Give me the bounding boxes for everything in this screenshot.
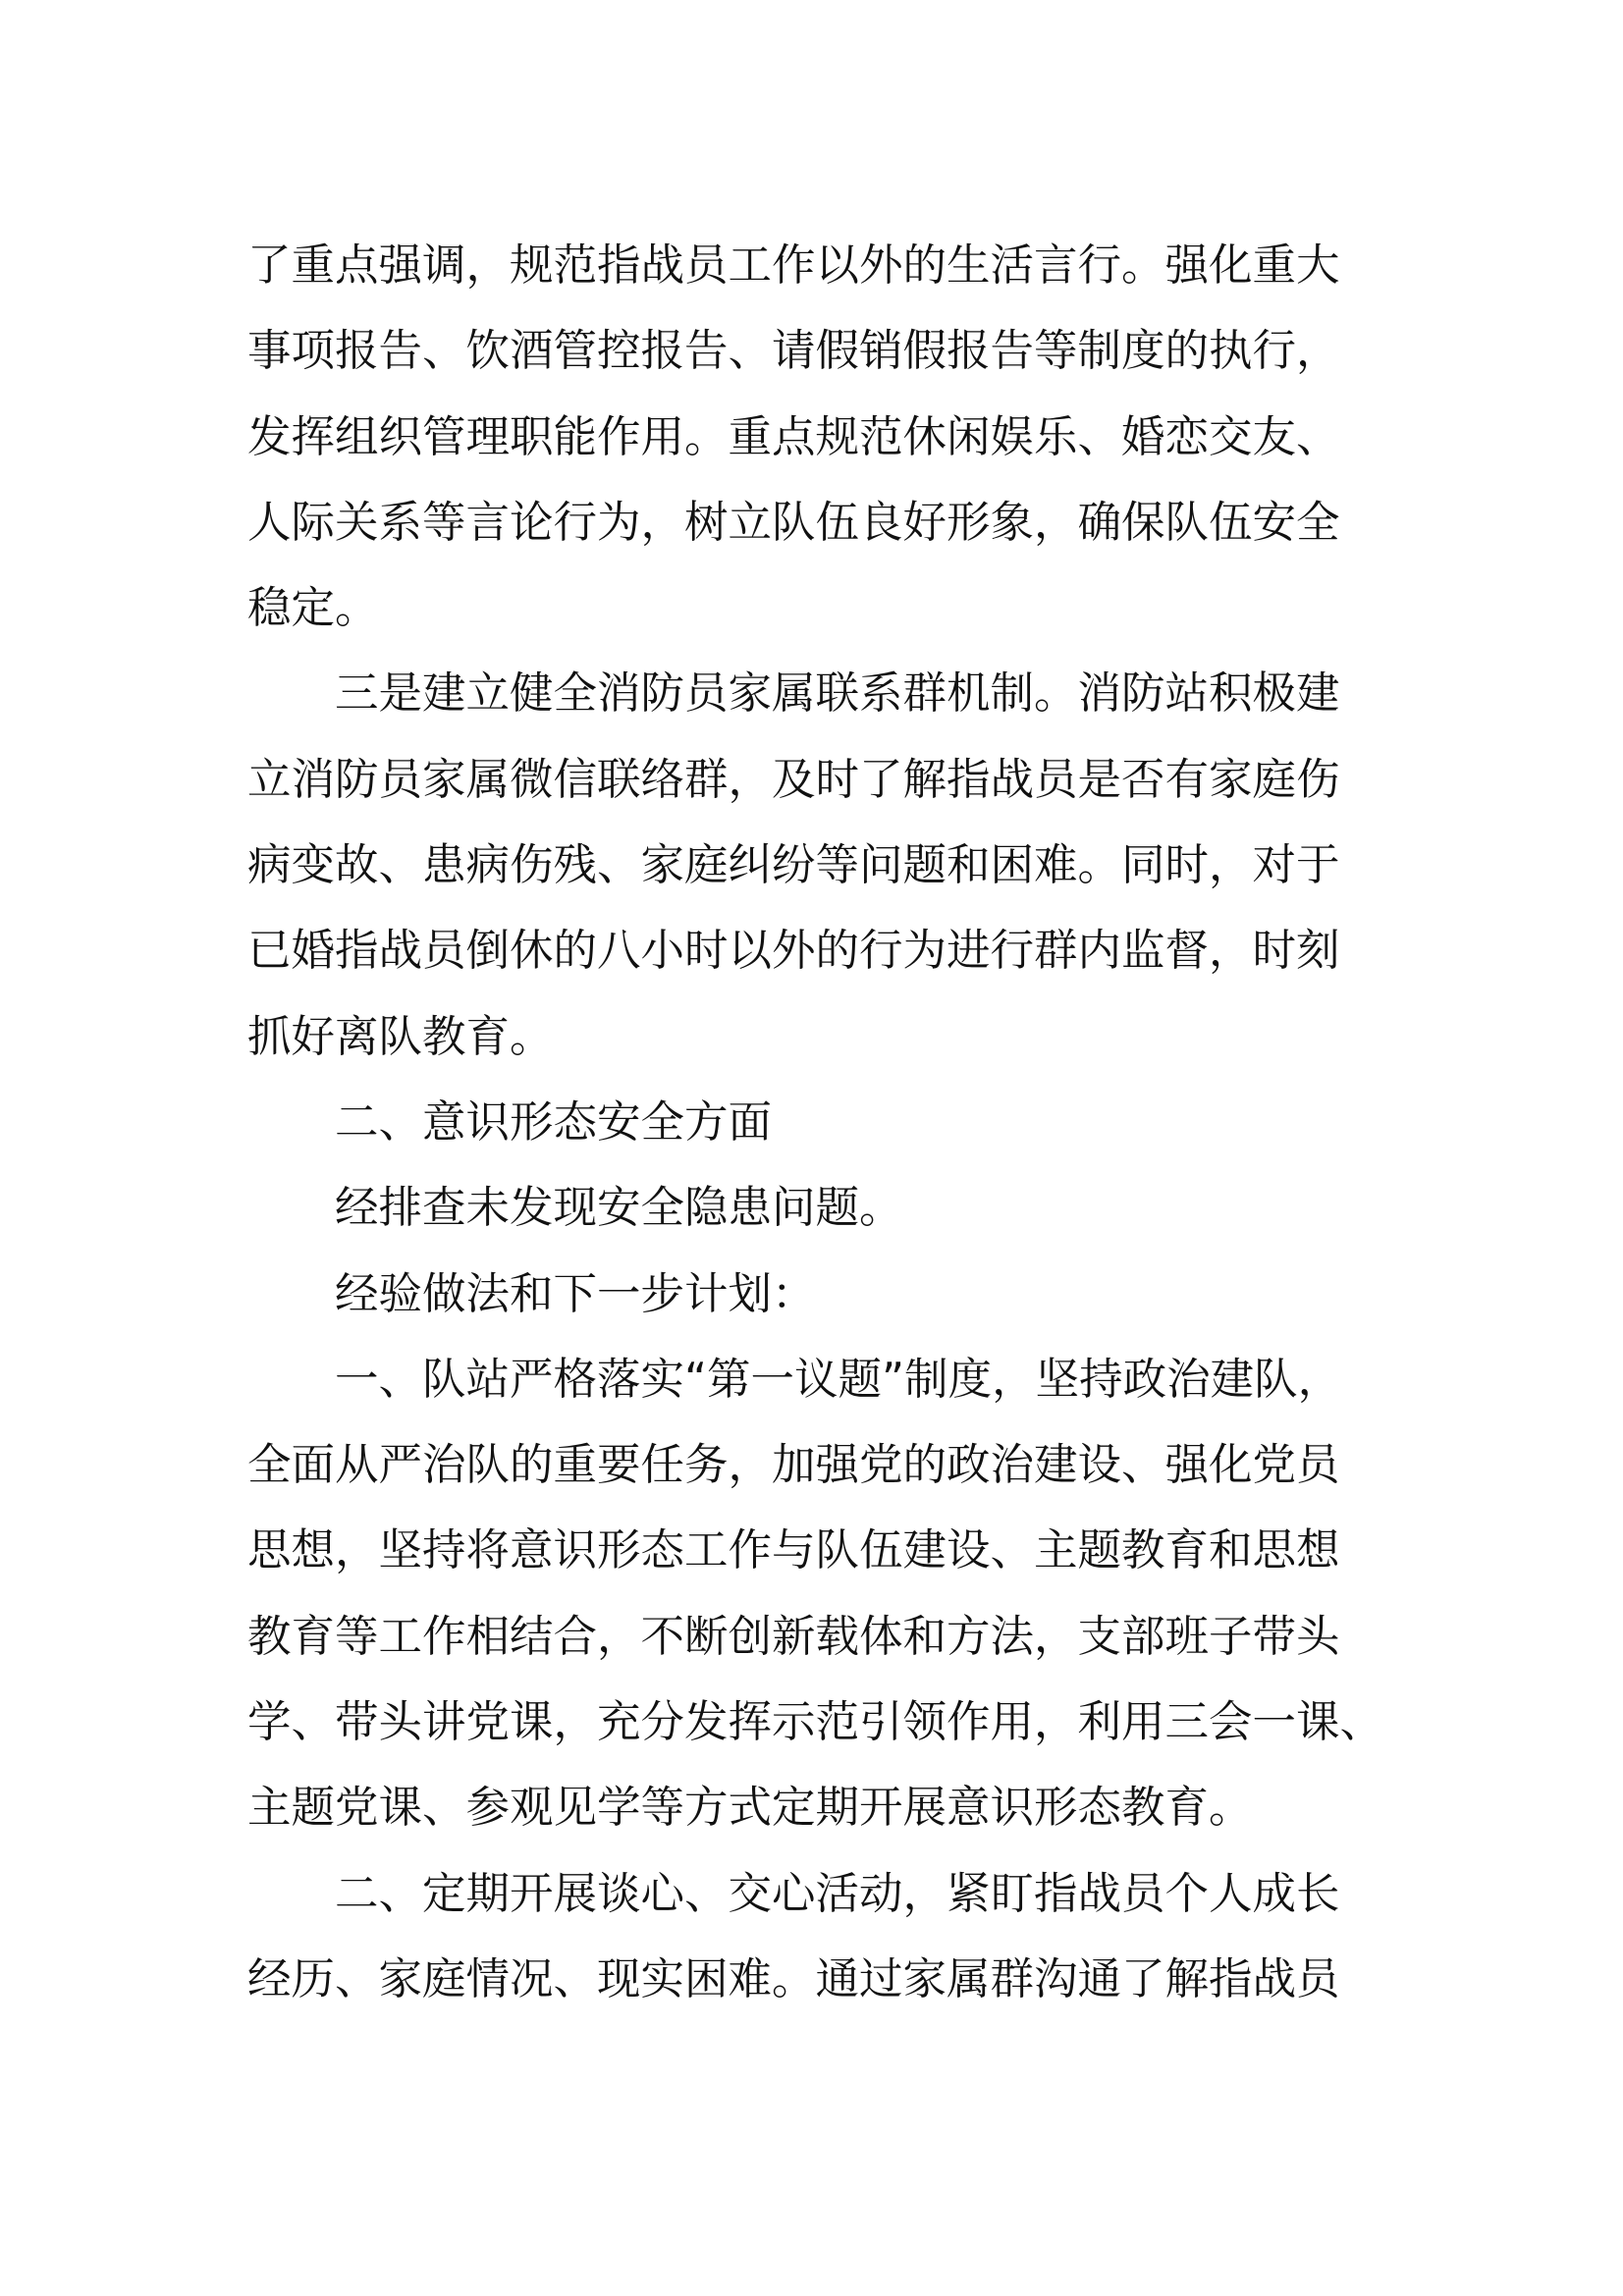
text-line: 一、队站严格落实“第一议题”制度，坚持政治建队， <box>335 1354 1342 1405</box>
text-line: 了重点强调，规范指战员工作以外的生活言行。强化重大 <box>247 240 1340 291</box>
text-line: 二、定期开展谈心、交心活动，紧盯指战员个人成长 <box>335 1868 1340 1919</box>
text-line: 抓好离队教育。 <box>247 1011 554 1062</box>
text-line: 三是建立健全消防员家属联系群机制。消防站积极建 <box>335 668 1340 720</box>
text-line: 经排查未发现安全隐患问题。 <box>335 1183 903 1234</box>
text-line: 事项报告、饮酒管控报告、请假销假报告等制度的执行， <box>247 326 1340 377</box>
text-line: 病变故、患病伤残、家庭纠纷等问题和困难。同时，对于 <box>247 840 1340 891</box>
text-line: 立消防员家属微信联络群，及时了解指战员是否有家庭伤 <box>247 754 1340 805</box>
document-body <box>247 223 1406 2022</box>
text-line: 主题党课、参观见学等方式定期开展意识形态教育。 <box>247 1783 1253 1834</box>
text-line: 学、带头讲党课，充分发挥示范引领作用，利用三会一课、 <box>247 1697 1384 1748</box>
text-line: 经历、家庭情况、现实困难。通过家属群沟通了解指战员 <box>247 1953 1340 2004</box>
text-line: 二、意识形态安全方面 <box>335 1096 773 1148</box>
text-line: 教育等工作相结合，不断创新载体和方法，支部班子带头 <box>247 1611 1340 1662</box>
text-line: 稳定。 <box>247 583 379 634</box>
text-line: 人际关系等言论行为，树立队伍良好形象，确保队伍安全 <box>247 497 1340 548</box>
text-line: 发挥组织管理职能作用。重点规范休闲娱乐、婚恋交友、 <box>247 411 1340 462</box>
text-line: 思想，坚持将意识形态工作与队伍建设、主题教育和思想 <box>247 1525 1340 1576</box>
text-line: 经验做法和下一步计划： <box>335 1268 816 1319</box>
text-line: 全面从严治队的重要任务，加强党的政治建设、强化党员 <box>247 1440 1340 1491</box>
text-line: 已婚指战员倒休的八小时以外的行为进行群内监督，时刻 <box>247 926 1340 977</box>
